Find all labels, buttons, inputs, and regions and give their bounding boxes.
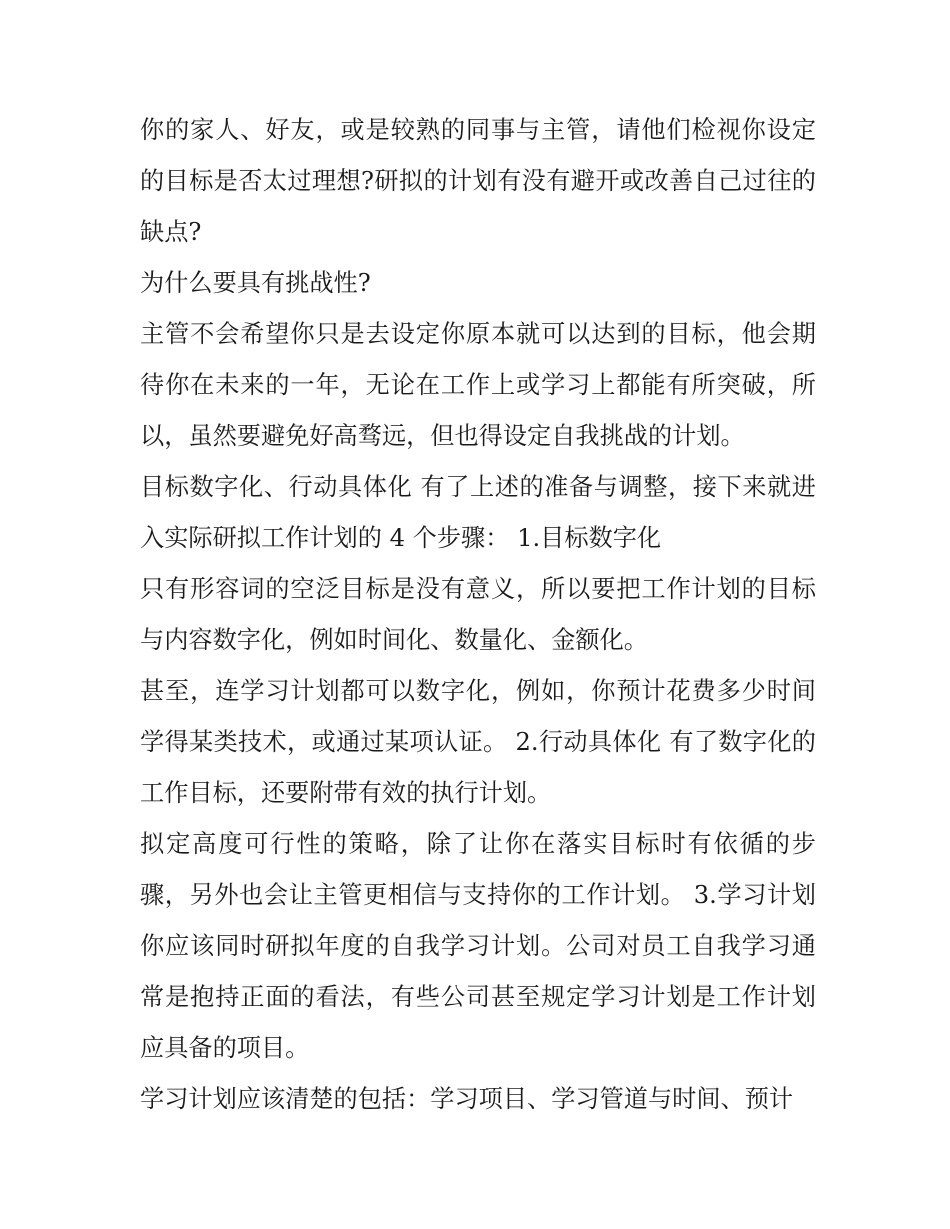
paragraph-6: 拟定高度可行性的策略，除了让你在落实目标时有依循的步骤，另外也会让主管更相信与支持你的工作计划。 3.学习计划 你应该同时研拟年度的自我学习计划。公司对员工自我学习通常是抱持正面的看法，有些公司甚至规定学习计划是工作计划应具备的项目。 (140, 830, 816, 1062)
paragraph-3: 目标数字化、行动具体化 有了上述的准备与调整，接下来就进入实际研拟工作计划的 4 个步骤： 1.目标数字化 (140, 473, 816, 552)
paragraph-5: 甚至，连学习计划都可以数字化，例如，你预计花费多少时间学得某类技术，或通过某项认证。 2.行动具体化 有了数字化的工作目标，还要附带有效的执行计划。 (140, 677, 816, 807)
document-body (140, 105, 816, 1125)
paragraph-2: 主管不会希望你只是去设定你原本就可以达到的目标，他会期待你在未来的一年，无论在工作上或学习上都能有所突破，所以，虽然要避免好高骛远，但也得设定自我挑战的计划。 (140, 320, 816, 450)
paragraph-4: 只有形容词的空泛目标是没有意义，所以要把工作计划的目标与内容数字化，例如时间化、数量化、金额化。 (140, 575, 816, 654)
paragraph-1: 你的家人、好友，或是较熟的同事与主管，请他们检视你设定的目标是否太过理想?研拟的计划有没有避开或改善自己过往的缺点? (140, 116, 816, 246)
heading-why-challenging: 为什么要具有挑战性? (140, 269, 371, 297)
paragraph-7: 学习计划应该清楚的包括：学习项目、学习管道与时间、预计 (140, 1085, 794, 1113)
